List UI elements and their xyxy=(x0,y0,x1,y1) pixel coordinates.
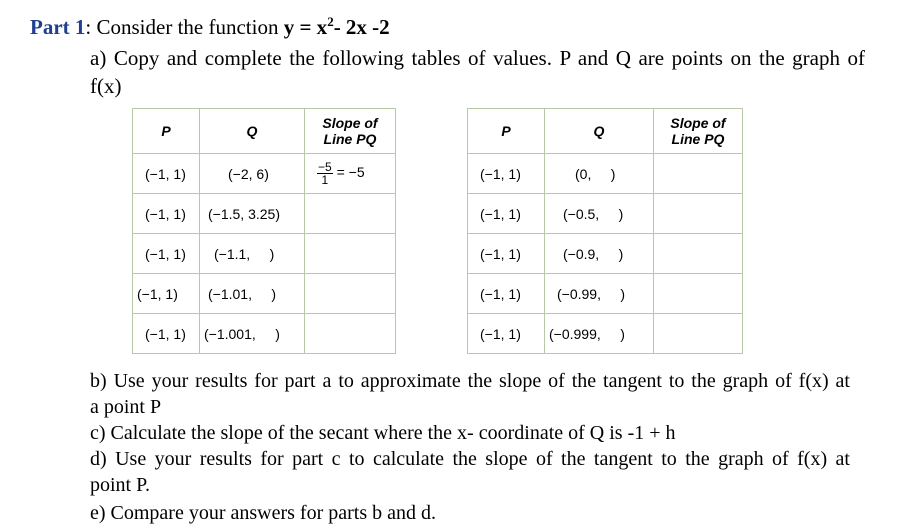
question-b-line1: b) Use your results for part a to approximate the slope of the tangent to the graph of f(x) at xyxy=(90,370,850,392)
function-lhs: y = x xyxy=(283,15,328,39)
cell-p: (−1, 1) xyxy=(468,274,545,314)
question-c: c) Calculate the slope of the secant where the x- coordinate of Q is -1 + h xyxy=(90,422,676,444)
question-a-line2: f(x) xyxy=(90,74,122,98)
table-right xyxy=(467,108,743,354)
header-q: Q xyxy=(200,109,305,154)
header-slope-line1: Slope of xyxy=(322,115,378,131)
cell-p: (−1, 1) xyxy=(468,314,545,354)
cell-p: (−1, 1) xyxy=(133,194,200,234)
part-label: Part 1 xyxy=(30,15,86,39)
cell-q: (−1.5, 3.25) xyxy=(200,194,305,234)
header-slope-line1: Slope of xyxy=(670,115,726,131)
cell-slope xyxy=(305,234,396,274)
table-row xyxy=(133,274,396,314)
header-q: Q xyxy=(545,109,654,154)
question-a-line1: a) Copy and complete the following tables of values. P and Q are points on the graph of xyxy=(90,46,865,70)
table-left xyxy=(132,108,396,354)
table-row xyxy=(133,314,396,354)
table-row xyxy=(133,194,396,234)
table-row xyxy=(468,274,743,314)
function-rhs: - 2x -2 xyxy=(333,15,390,39)
header-slope-line2: Line PQ xyxy=(671,131,725,147)
question-b-line2: a point P xyxy=(90,396,162,418)
cell-slope xyxy=(654,314,743,354)
cell-q: (−1.1, ) xyxy=(200,234,305,274)
table-row xyxy=(468,234,743,274)
function-exponent: 2 xyxy=(327,14,334,29)
cell-q: (−1.001, ) xyxy=(200,314,305,354)
header-slope xyxy=(654,109,743,154)
slope-fraction xyxy=(317,161,333,186)
cell-slope xyxy=(305,154,396,194)
question-d-line2: point P. xyxy=(90,474,151,496)
header-p: P xyxy=(468,109,545,154)
part-title xyxy=(30,14,390,40)
header-p: P xyxy=(133,109,200,154)
cell-slope xyxy=(305,274,396,314)
cell-p: (−1, 1) xyxy=(133,274,200,314)
table-row xyxy=(468,194,743,234)
fraction-numerator: −5 xyxy=(318,160,332,174)
cell-q: (−0.999, ) xyxy=(545,314,654,354)
table-row xyxy=(468,314,743,354)
table-row xyxy=(133,154,396,194)
cell-slope xyxy=(305,314,396,354)
cell-p: (−1, 1) xyxy=(133,234,200,274)
table-header-row xyxy=(133,109,396,154)
cell-slope xyxy=(654,154,743,194)
cell-slope xyxy=(654,234,743,274)
fraction-denominator: 1 xyxy=(321,173,329,187)
question-e: e) Compare your answers for parts b and d. xyxy=(90,502,437,524)
table-row xyxy=(468,154,743,194)
cell-slope xyxy=(654,194,743,234)
cell-q: (0, ) xyxy=(545,154,654,194)
cell-p: (−1, 1) xyxy=(133,154,200,194)
header-slope xyxy=(305,109,396,154)
table-row xyxy=(133,234,396,274)
table-header-row xyxy=(468,109,743,154)
cell-slope xyxy=(654,274,743,314)
cell-q: (−0.9, ) xyxy=(545,234,654,274)
cell-p: (−1, 1) xyxy=(468,234,545,274)
cell-p: (−1, 1) xyxy=(133,314,200,354)
cell-slope xyxy=(305,194,396,234)
slope-result: = −5 xyxy=(336,164,365,181)
cell-q: (−0.5, ) xyxy=(545,194,654,234)
title-text: : Consider the function xyxy=(85,15,284,39)
header-slope-line2: Line PQ xyxy=(323,131,377,147)
cell-q: (−1.01, ) xyxy=(200,274,305,314)
cell-q: (−2, 6) xyxy=(200,154,305,194)
cell-p: (−1, 1) xyxy=(468,194,545,234)
question-d-line1: d) Use your results for part c to calculate the slope of the tangent to the graph of f(x) at xyxy=(90,448,850,470)
cell-q: (−0.99, ) xyxy=(545,274,654,314)
function-expression xyxy=(284,15,390,39)
cell-p: (−1, 1) xyxy=(468,154,545,194)
